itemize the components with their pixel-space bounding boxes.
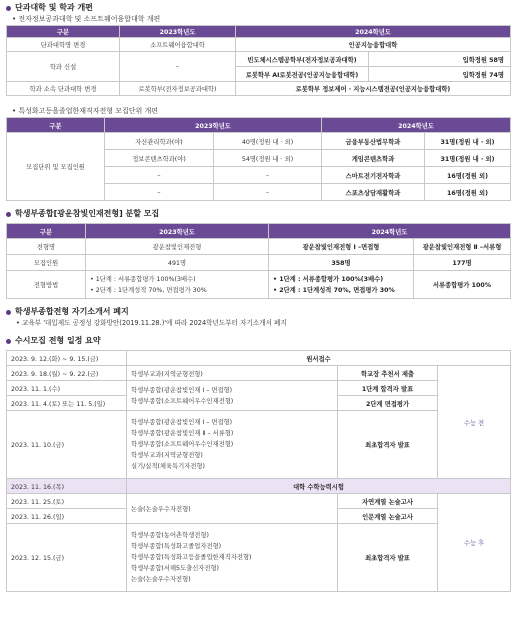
table-row: 단과대학명 변경 소프트웨어융합대학 인공지능융합대학 xyxy=(7,38,511,52)
table-row: 2023. 9. 18.(월) ~ 9. 22.(금) 학생부교과(지역균형전형) 학교장 추천서 제출 수능 전 xyxy=(7,366,511,381)
table-row: – – 스마트전기전자학과 16명(정원 외) xyxy=(7,167,511,184)
table-row: 2023. 9. 12.(화) ~ 9. 15.(금) 원서접수 xyxy=(7,351,511,366)
table-header: 2024학년도 xyxy=(269,224,511,239)
table-header: 2023학년도 xyxy=(120,26,236,38)
table-row: 모집단위 및 모집인원 자산관리학과(야) 40명(정원 내 · 외) 금융부동산법무학과 31명(정원 내 · 외) xyxy=(7,133,511,150)
table-row: 전형명 광운참빛인재전형 광운참빛인재전형 Ⅰ –면접형 광운참빛인재전형 Ⅱ –서류형 xyxy=(7,239,511,255)
table-row: 2023. 11. 26.(일) 인문계열 논술고사 xyxy=(7,509,511,524)
table-header: 2024학년도 xyxy=(322,118,511,133)
table-row: 전형방법 • 1단계 : 서류종합평가 100%(3배수) • 2단계 : 1단계성적 70%, 면접평가 30% • 1단계 : 서류종합평가 100%(3배수) • 2단계 : 1단계성적 70%, 면접평가 30% 서류종합평가 100% xyxy=(7,271,511,299)
table-header: 2023학년도 xyxy=(105,118,322,133)
table-header: 2023학년도 xyxy=(86,224,269,239)
table-row: 2023. 11. 16.(목) 대학 수학능력시험 xyxy=(7,479,511,494)
table-split-recruitment xyxy=(6,223,511,299)
section-title: 단과대학 및 학과 개편 xyxy=(6,3,510,13)
table-worker-admission xyxy=(6,117,511,201)
subsection-title: • 특성화고등을졸업한재직자전형 모집단위 개편 xyxy=(6,105,510,117)
table-row: 2023. 11. 10.(금) 학생부종합(광운참빛인재 Ⅰ – 면접형) 학생부종합(광운참빛인재 Ⅱ – 서류형) 학생부종합(소프트웨어우수인재전형) 학생부교과(지역균형전형) 실기/실적(체육특기자전형) 최초합격자 발표 xyxy=(7,411,511,479)
section-title: 학생부종합전형 자기소개서 폐지 xyxy=(6,307,510,317)
table-header: 2024학년도 xyxy=(236,26,511,38)
table-schedule xyxy=(6,350,511,592)
table-college-reorg xyxy=(6,25,511,96)
table-row: 정보콘텐츠학과(야) 54명(정원 내 · 외) 게임콘텐츠학과 31명(정원 내 · 외) xyxy=(7,150,511,167)
table-row: 학과 신설 – 빈도체시스템공학부(전자정보공과대학) 입학정원 58명 xyxy=(7,52,511,67)
table-row: 2023. 11. 25.(토) 논술(논술우수자전형) 자연계열 논술고사 수능 후 xyxy=(7,494,511,509)
table-row: – – 스포츠상담재활학과 16명(정원 외) xyxy=(7,184,511,201)
subsection-title: • 전자정보공과대학 및 소프트웨어융합대학 개편 xyxy=(6,13,510,25)
table-row: 2023. 11. 4.(토) 또는 11. 5.(일) 2단계 면접평가 xyxy=(7,396,511,411)
table-header: 구분 xyxy=(7,118,105,133)
bullet-dot-icon xyxy=(6,212,11,217)
bullet-dot-icon xyxy=(6,339,11,344)
section-title: 학생부종합[광운참빛인재전형] 분할 모집 xyxy=(6,209,510,219)
bullet-dot-icon xyxy=(6,6,11,11)
table-row: 2023. 12. 15.(금) 학생부종합(농어촌학생전형) 학생부종합(특성화고졸업자전형) 학생부종합(특성화고등을졸업한재직자전형) 학생부종합(서해5도출신자전형) 논술(논술우수자전형) 최초합격자 발표 xyxy=(7,524,511,592)
table-row: 학과 소속 단과대학 변경 로봇학부(전자정보공과대학) 로봇학부 정보제어 · 지능시스템전공(인공지능융합대학) xyxy=(7,82,511,96)
phase-label: 수능 후 xyxy=(438,494,511,592)
table-row: 모집인원 491명 358명 177명 xyxy=(7,255,511,271)
table-header: 구분 xyxy=(7,26,120,38)
bullet-dot-icon xyxy=(6,310,11,315)
section-title: 수시모집 전형 일정 요약 xyxy=(6,336,510,346)
table-row: 로봇학부 AI로봇전공(인공지능융합대학) 입학정원 74명 xyxy=(7,67,511,82)
table-header: 구분 xyxy=(7,224,86,239)
table-row: 2023. 11. 1.(수) 학생부종합(광운참빛인재 Ⅰ – 면접형) 학생부종합(소프트웨어우수인재전형) 1단계 합격자 발표 xyxy=(7,381,511,396)
note-text: • 교육부 '대입제도 공정성 강화방안(2019.11.28.)'에 따라 2024학년도부터 자기소개서 폐지 xyxy=(6,317,510,329)
phase-label: 수능 전 xyxy=(438,366,511,479)
